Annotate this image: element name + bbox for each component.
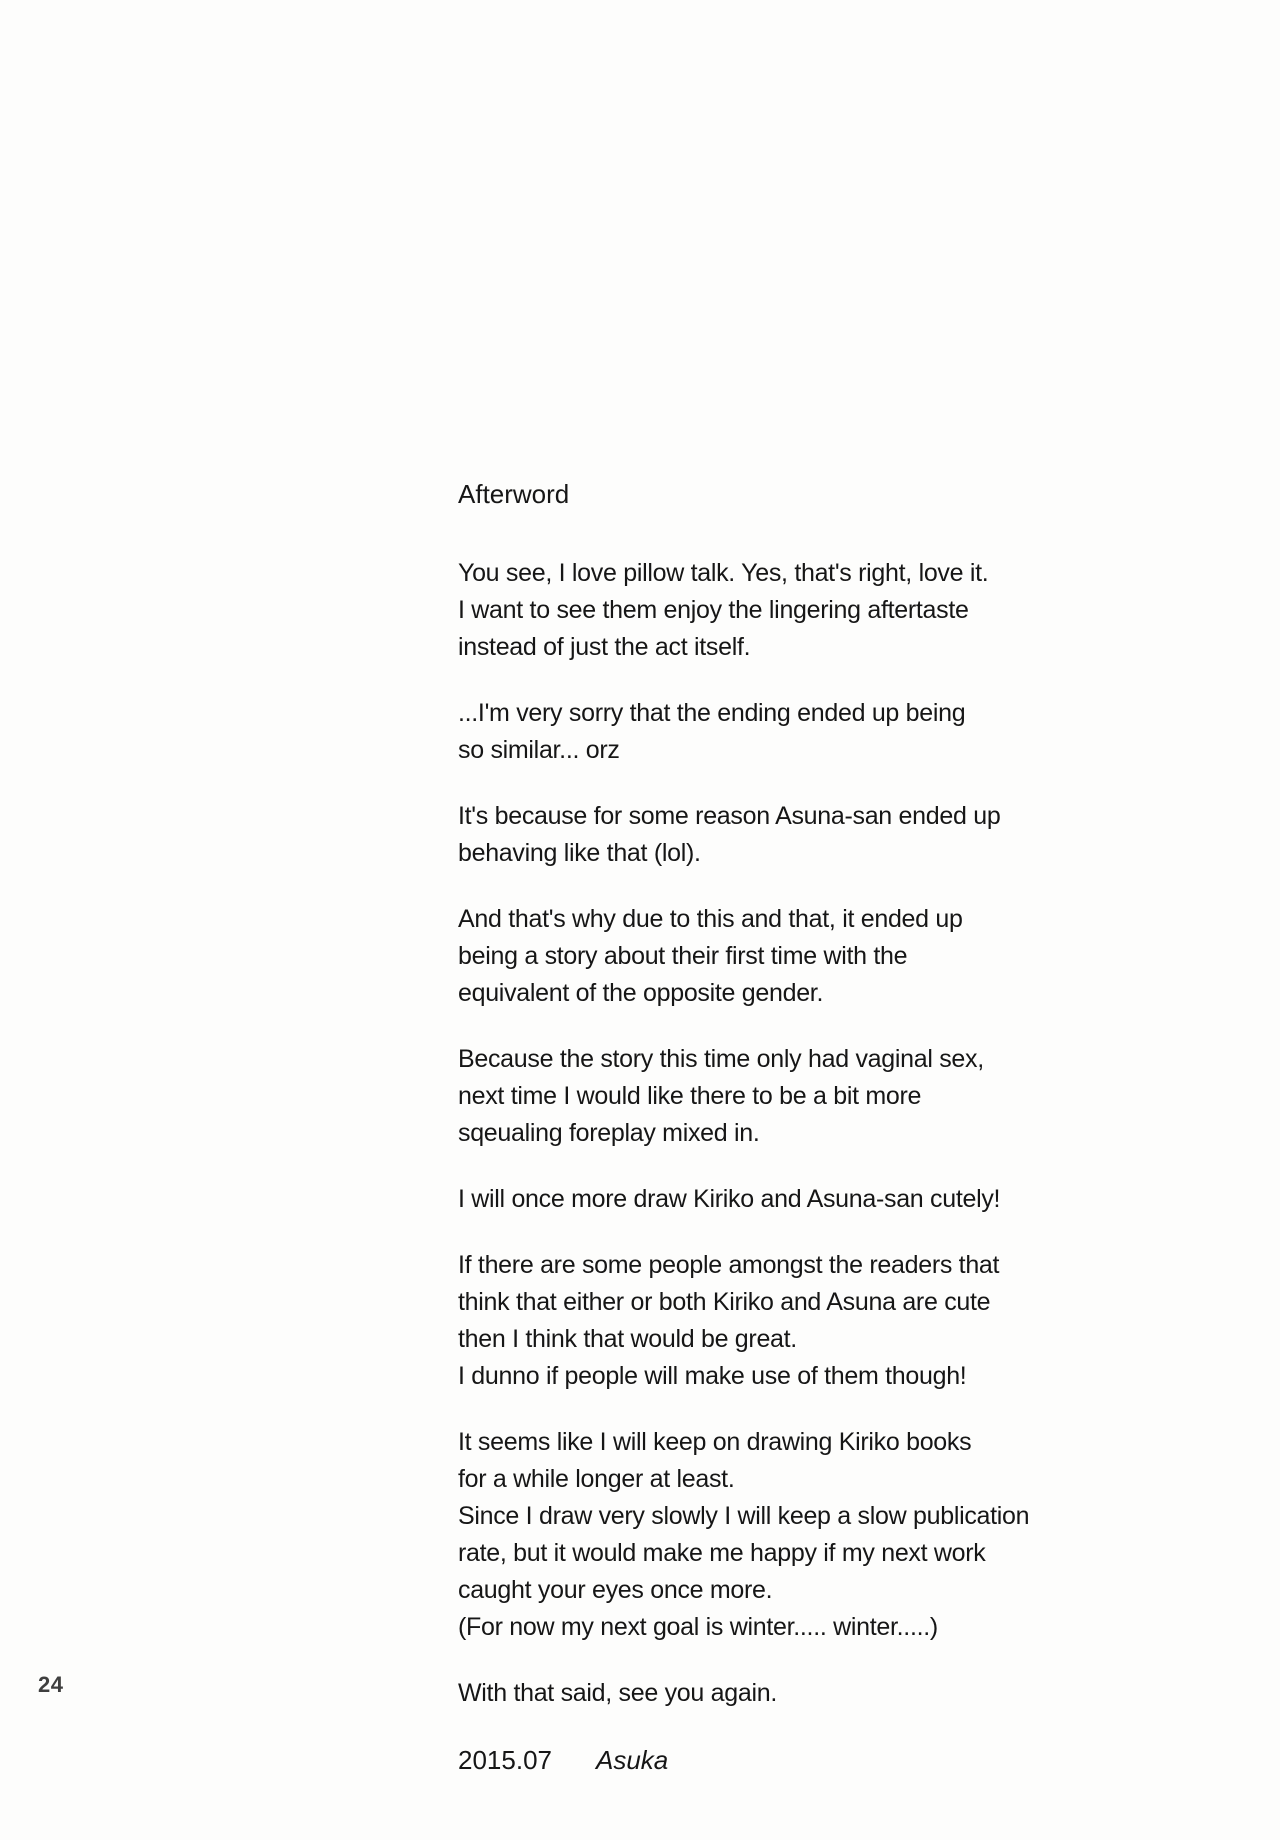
text-line: behaving like that (lol). xyxy=(458,839,701,867)
text-line: ...I'm very sorry that the ending ended up being xyxy=(458,699,966,727)
text-line: You see, I love pillow talk. Yes, that's right, love it. xyxy=(458,559,989,587)
text-line: Because the story this time only had vaginal sex, xyxy=(458,1045,984,1073)
afterword-paragraphs xyxy=(458,555,1118,1712)
text-line: I want to see them enjoy the lingering aftertaste xyxy=(458,596,969,624)
text-line: If there are some people amongst the readers that xyxy=(458,1251,1000,1279)
text-line: then I think that would be great. xyxy=(458,1325,797,1353)
paragraph xyxy=(458,1424,1118,1646)
paragraph xyxy=(458,1247,1118,1395)
text-line: think that either or both Kiriko and Asuna are cute xyxy=(458,1288,991,1316)
text-line: so similar... orz xyxy=(458,736,620,764)
signature-line xyxy=(458,1742,1118,1779)
page-number: 24 xyxy=(38,1672,64,1697)
text-line: With that said, see you again. xyxy=(458,1679,777,1707)
text-line: I will once more draw Kiriko and Asuna-san cutely! xyxy=(458,1185,1001,1213)
text-line: It seems like I will keep on drawing Kiriko books xyxy=(458,1428,972,1456)
signature-author: Asuka xyxy=(595,1745,669,1775)
paragraph xyxy=(458,1181,1118,1218)
text-line: rate, but it would make me happy if my next work xyxy=(458,1539,986,1567)
paragraph xyxy=(458,1041,1118,1152)
text-line: It's because for some reason Asuna-san ended up xyxy=(458,802,1001,830)
paragraph xyxy=(458,1675,1118,1712)
paragraph xyxy=(458,695,1118,769)
text-line: sqeualing foreplay mixed in. xyxy=(458,1119,760,1147)
text-line: equivalent of the opposite gender. xyxy=(458,979,824,1007)
text-line: next time I would like there to be a bit more xyxy=(458,1082,922,1110)
text-line: being a story about their first time with the xyxy=(458,942,908,970)
paragraph xyxy=(458,901,1118,1012)
signature-date: 2015.07 xyxy=(458,1745,552,1775)
text-line: instead of just the act itself. xyxy=(458,633,751,661)
text-line: I dunno if people will make use of them though! xyxy=(458,1362,967,1390)
paragraph xyxy=(458,798,1118,872)
text-line: (For now my next goal is winter..... winter.....) xyxy=(458,1613,938,1641)
afterword-content xyxy=(458,476,1118,1779)
text-line: caught your eyes once more. xyxy=(458,1576,773,1604)
paragraph xyxy=(458,555,1118,666)
text-line: for a while longer at least. xyxy=(458,1465,735,1493)
page-title: Afterword xyxy=(458,479,570,509)
text-line: And that's why due to this and that, it ended up xyxy=(458,905,963,933)
text-line: Since I draw very slowly I will keep a slow publication xyxy=(458,1502,1030,1530)
